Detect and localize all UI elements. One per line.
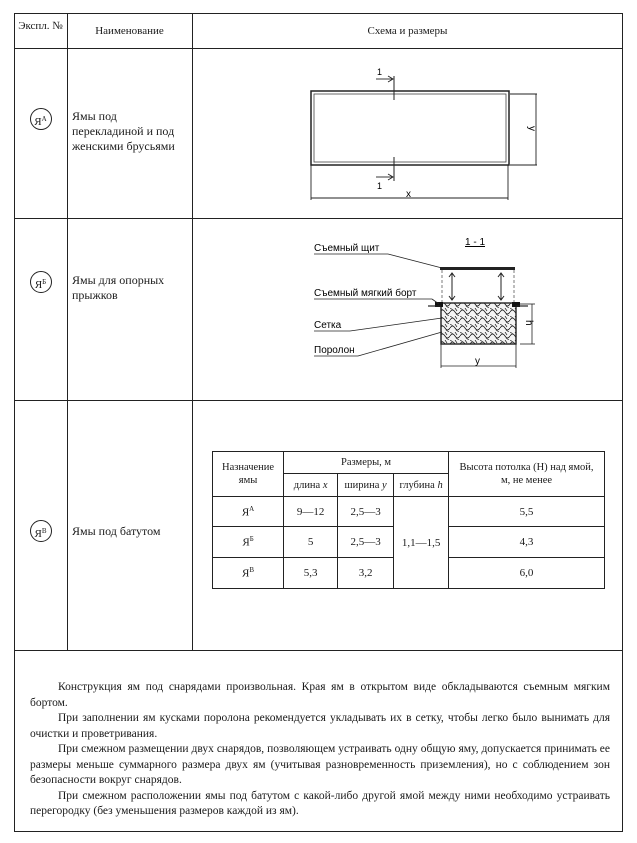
th-purpose: Назначение ямы (213, 452, 284, 497)
cell-purpose: $Я^В$ (213, 558, 284, 589)
th-width: ширина y (338, 474, 394, 497)
cell-width: 2,5—3 (338, 527, 394, 558)
svg-text:x: x (406, 189, 411, 200)
col-divider-1 (67, 13, 68, 650)
note-paragraph: При смежном расположении ямы под батутом с какой-либо другой ямой между ними необходимо устраивать перегородку (без уменьшения размеров каждой из ям). (30, 789, 610, 817)
th-sizes: Размеры, м (284, 452, 449, 474)
section-diagram (270, 220, 570, 380)
th-depth: глубина h (394, 474, 449, 497)
plan-diagram (270, 50, 570, 220)
cell-purpose: $Я^Б$ (213, 527, 284, 558)
svg-text:Съемный щит: Съемный щит (314, 243, 380, 254)
notes-divider (14, 650, 623, 651)
th-length: длина x (284, 474, 338, 497)
header-num (14, 20, 67, 33)
row-divider-2 (14, 400, 623, 401)
svg-text:1: 1 (377, 67, 383, 77)
dimensions-table (212, 451, 605, 589)
row-code-a (14, 108, 67, 130)
cell-purpose: $Я^А$ (213, 497, 284, 527)
cell-ceiling: 4,3 (449, 527, 605, 558)
cell-ceiling: 5,5 (449, 497, 605, 527)
svg-text:Сетка: Сетка (314, 320, 342, 331)
table-row (213, 497, 605, 527)
code-badge: $Я^А$ (30, 108, 52, 130)
notes-section (30, 680, 610, 820)
note-paragraph: При заполнении ям кусками поролона рекомендуется укладывать их в сетку, чтобы легко было вынимать для очистки и проветривания. (30, 712, 610, 740)
cell-width: 3,2 (338, 558, 394, 589)
svg-text:Съемный мягкий борт: Съемный мягкий борт (314, 288, 417, 299)
header-num-label: Экспл. № (18, 20, 63, 32)
cell-depth: 1,1—1,5 (394, 497, 449, 589)
header-divider (14, 48, 623, 49)
svg-text:h: h (523, 320, 534, 326)
cell-length: 5,3 (284, 558, 338, 589)
header-scheme: Схема и размеры (367, 25, 448, 37)
code-badge: $Я^Б$ (30, 271, 52, 293)
col-divider-2 (192, 13, 193, 650)
svg-text:1: 1 (377, 181, 383, 191)
svg-text:y: y (526, 126, 537, 131)
cell-width: 2,5—3 (338, 497, 394, 527)
th-ceiling: Высота потолка (H) над ямой, м, не менее (449, 452, 605, 497)
row-name-a: Ямы под перекладиной и под женскими брусьями (72, 109, 175, 153)
svg-text:1 - 1: 1 - 1 (465, 237, 486, 248)
header-name: Наименование (95, 25, 164, 37)
note-paragraph: Конструкция ям под снарядами произвольная. Края ям в открытом виде обкладываются съемным мягким бортом. (30, 681, 610, 709)
row-code-v (14, 520, 67, 542)
cell-length: 9—12 (284, 497, 338, 527)
row-name-b: Ямы для опорных прыжков (72, 273, 165, 302)
row-name-v: Ямы под батутом (72, 524, 161, 538)
row-code-b (14, 271, 67, 293)
code-badge: $Я^В$ (30, 520, 52, 542)
svg-text:y: y (475, 356, 480, 367)
cell-length: 5 (284, 527, 338, 558)
note-paragraph: При смежном размещении двух снарядов, позволяющем устраивать одну общую яму, допускается принимать ее размеры меньше суммарного размера двух ям (учитывая разновременность приземления), но с соблюдением зон безопасности вокруг снарядов. (30, 743, 610, 786)
svg-text:Поролон: Поролон (314, 345, 355, 356)
cell-ceiling: 6,0 (449, 558, 605, 589)
